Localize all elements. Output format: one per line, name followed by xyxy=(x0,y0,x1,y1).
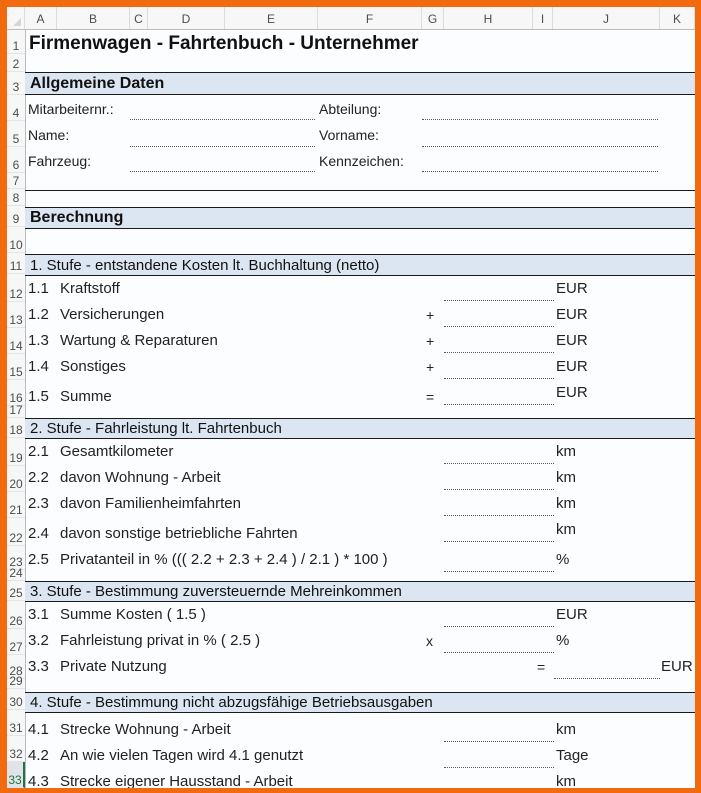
item-label: davon sonstige betriebliche Fahrten xyxy=(60,525,298,542)
unit-label: EUR xyxy=(556,384,588,401)
first-name-field[interactable] xyxy=(422,146,658,147)
column-header-k[interactable]: K xyxy=(660,7,695,29)
column-header-f[interactable]: F xyxy=(318,7,422,29)
row-header[interactable]: 15 xyxy=(7,354,25,380)
license-plate-field[interactable] xyxy=(422,171,658,172)
item-label: Privatanteil in % ((( 2.2 + 2.3 + 2.4 ) / 2.1 ) * 100 ) xyxy=(60,551,388,568)
row-header[interactable]: 28 xyxy=(7,655,25,679)
row-header[interactable]: 20 xyxy=(7,466,25,492)
item-label: Strecke Wohnung - Arbeit xyxy=(60,721,231,738)
item-number: 1.2 xyxy=(28,306,49,323)
row-header[interactable]: 10 xyxy=(7,227,25,253)
column-header-h[interactable]: H xyxy=(444,7,533,29)
fuel-cost-field[interactable] xyxy=(444,300,554,301)
item-label: Fahrleistung privat in % ( 2.5 ) xyxy=(60,632,261,649)
operator-plus: + xyxy=(426,333,435,349)
row-header[interactable]: 30 xyxy=(7,689,25,710)
item-number: 1.1 xyxy=(28,280,49,297)
stage2-title: 2. Stufe - Fahrleistung lt. Fahrtenbuch xyxy=(30,420,282,437)
item-number: 4.1 xyxy=(28,721,49,738)
employee-number-field[interactable] xyxy=(130,119,315,120)
item-number: 2.5 xyxy=(28,551,49,568)
column-header-c[interactable]: C xyxy=(130,7,148,29)
item-label: davon Familienheimfahrten xyxy=(60,495,241,512)
item-number: 1.4 xyxy=(28,358,49,375)
item-number: 3.1 xyxy=(28,606,49,623)
section-title: Allgemeine Daten xyxy=(30,75,165,92)
row-header[interactable]: 8 xyxy=(7,189,25,206)
row-header[interactable]: 25 xyxy=(7,581,25,601)
row-header[interactable]: 3 xyxy=(7,72,25,95)
operator-equals: = xyxy=(537,659,546,675)
item-label: An wie vielen Tagen wird 4.1 genutzt xyxy=(60,747,304,764)
page-title: Firmenwagen - Fahrtenbuch - Unternehmer xyxy=(29,33,419,54)
label-department: Abteilung: xyxy=(319,101,382,117)
item-number: 2.3 xyxy=(28,495,49,512)
unit-label: km xyxy=(556,469,576,486)
item-number: 1.3 xyxy=(28,332,49,349)
row-header[interactable]: 31 xyxy=(7,710,25,736)
divider xyxy=(25,190,695,191)
row-header[interactable]: 11 xyxy=(7,253,25,274)
unit-label: EUR xyxy=(556,332,588,349)
name-field[interactable] xyxy=(130,146,315,147)
item-label: Wartung & Reparaturen xyxy=(60,332,218,349)
operator-equals: = xyxy=(426,389,435,405)
column-header-j[interactable]: J xyxy=(553,7,660,29)
row-header[interactable]: 1 xyxy=(7,30,25,54)
item-label: Versicherungen xyxy=(60,306,165,323)
row-header[interactable]: 13 xyxy=(7,302,25,328)
other-cost-field[interactable] xyxy=(444,378,554,379)
item-number: 3.3 xyxy=(28,658,49,675)
unit-label: km xyxy=(556,521,576,538)
row-header[interactable]: 12 xyxy=(7,274,25,302)
row-header[interactable]: 24 xyxy=(7,570,25,581)
row-header[interactable]: 32 xyxy=(7,736,25,762)
row-header[interactable]: 16 xyxy=(7,380,25,406)
item-label: Gesamtkilometer xyxy=(60,443,174,460)
cost-total-field[interactable] xyxy=(444,404,554,405)
unit-label: km xyxy=(556,495,576,512)
item-number: 2.1 xyxy=(28,443,49,460)
item-label: Sonstiges xyxy=(60,358,126,375)
row-header[interactable]: 26 xyxy=(7,601,25,629)
unit-label: EUR xyxy=(556,280,588,297)
item-label: Kraftstoff xyxy=(60,280,120,297)
operator-plus: + xyxy=(426,359,435,375)
operator-multiply: x xyxy=(426,633,433,649)
unit-label: % xyxy=(556,551,570,568)
column-header-i[interactable]: I xyxy=(533,7,553,29)
item-number: 4.2 xyxy=(28,747,49,764)
stage1-title: 1. Stufe - entstandene Kosten lt. Buchhaltung (netto) xyxy=(30,257,380,274)
item-label: Strecke eigener Hausstand - Arbeit xyxy=(60,773,293,788)
row-header[interactable]: 19 xyxy=(7,438,25,466)
private-share-percent-field[interactable] xyxy=(444,571,554,572)
unit-label: km xyxy=(556,721,576,738)
unit-label: % xyxy=(556,632,570,649)
item-number: 1.5 xyxy=(28,388,49,405)
maintenance-cost-field[interactable] xyxy=(444,352,554,353)
total-km-field[interactable] xyxy=(444,463,554,464)
label-employee-number: Mitarbeiternr.: xyxy=(28,101,114,117)
unit-label: EUR xyxy=(556,306,588,323)
row-header[interactable]: 7 xyxy=(7,173,25,189)
private-percent-ref-field[interactable] xyxy=(444,652,554,653)
department-field[interactable] xyxy=(422,119,658,120)
commute-days-field[interactable] xyxy=(444,767,554,768)
stage2-header xyxy=(25,418,695,439)
row-header[interactable]: 27 xyxy=(7,629,25,655)
stage3-title: 3. Stufe - Bestimmung zuversteuernde Mehreinkommen xyxy=(30,583,402,600)
item-label: Summe xyxy=(60,388,112,405)
label-license-plate: Kennzeichen: xyxy=(319,153,404,169)
row-header[interactable]: 6 xyxy=(7,147,25,173)
unit-label: EUR xyxy=(556,358,588,375)
business-trips-km-field[interactable] xyxy=(444,541,554,542)
operator-plus: + xyxy=(426,307,435,323)
row-header-bar xyxy=(7,30,26,788)
section-header-general xyxy=(25,72,695,95)
item-label: Summe Kosten ( 1.5 ) xyxy=(60,606,206,623)
column-header-bar xyxy=(7,7,695,30)
item-number: 2.4 xyxy=(28,525,49,542)
column-header-g[interactable]: G xyxy=(422,7,444,29)
section-header-calculation xyxy=(25,207,695,229)
total-cost-ref-field[interactable] xyxy=(444,626,554,627)
row-header[interactable]: 4 xyxy=(7,95,25,121)
unit-label: km xyxy=(556,443,576,460)
row-header[interactable]: 29 xyxy=(7,679,25,689)
item-number: 3.2 xyxy=(28,632,49,649)
row-header[interactable]: 14 xyxy=(7,328,25,354)
stage3-header xyxy=(25,581,695,602)
row-header[interactable]: 9 xyxy=(7,206,25,227)
column-header-e[interactable]: E xyxy=(225,7,318,29)
unit-label: EUR xyxy=(556,606,588,623)
row-header[interactable]: 22 xyxy=(7,518,25,546)
item-label: davon Wohnung - Arbeit xyxy=(60,469,221,486)
label-name: Name: xyxy=(28,127,70,143)
private-use-field[interactable] xyxy=(554,678,660,679)
row-header[interactable]: 5 xyxy=(7,121,25,147)
row-header[interactable]: 2 xyxy=(7,54,25,72)
row-header-active[interactable]: 33 xyxy=(7,762,25,788)
column-header-d[interactable]: D xyxy=(148,7,225,29)
family-trips-km-field[interactable] xyxy=(444,515,554,516)
unit-label: EUR xyxy=(661,658,693,675)
column-header-b[interactable]: B xyxy=(57,7,130,29)
stage4-title: 4. Stufe - Bestimmung nicht abzugsfähige Betriebsausgaben xyxy=(30,694,433,711)
stage1-header xyxy=(25,254,695,276)
item-number: 4.3 xyxy=(28,773,49,788)
commute-distance-field[interactable] xyxy=(444,741,554,742)
row-header[interactable]: 17 xyxy=(7,406,25,418)
vehicle-field[interactable] xyxy=(130,171,315,172)
spreadsheet xyxy=(7,7,695,788)
select-all-corner[interactable] xyxy=(7,7,25,29)
item-label: Private Nutzung xyxy=(60,658,167,675)
row-header[interactable]: 21 xyxy=(7,492,25,518)
item-number: 2.2 xyxy=(28,469,49,486)
commute-km-field[interactable] xyxy=(444,489,554,490)
section-title: Berechnung xyxy=(30,209,124,226)
row-header[interactable]: 23 xyxy=(7,546,25,570)
unit-label: Tage xyxy=(556,747,589,764)
column-header-a[interactable]: A xyxy=(25,7,57,29)
unit-label: km xyxy=(556,773,576,788)
insurance-cost-field[interactable] xyxy=(444,326,554,327)
label-first-name: Vorname: xyxy=(319,127,379,143)
row-header[interactable]: 18 xyxy=(7,418,25,438)
stage4-header xyxy=(25,692,695,713)
label-vehicle: Fahrzeug: xyxy=(28,153,92,169)
